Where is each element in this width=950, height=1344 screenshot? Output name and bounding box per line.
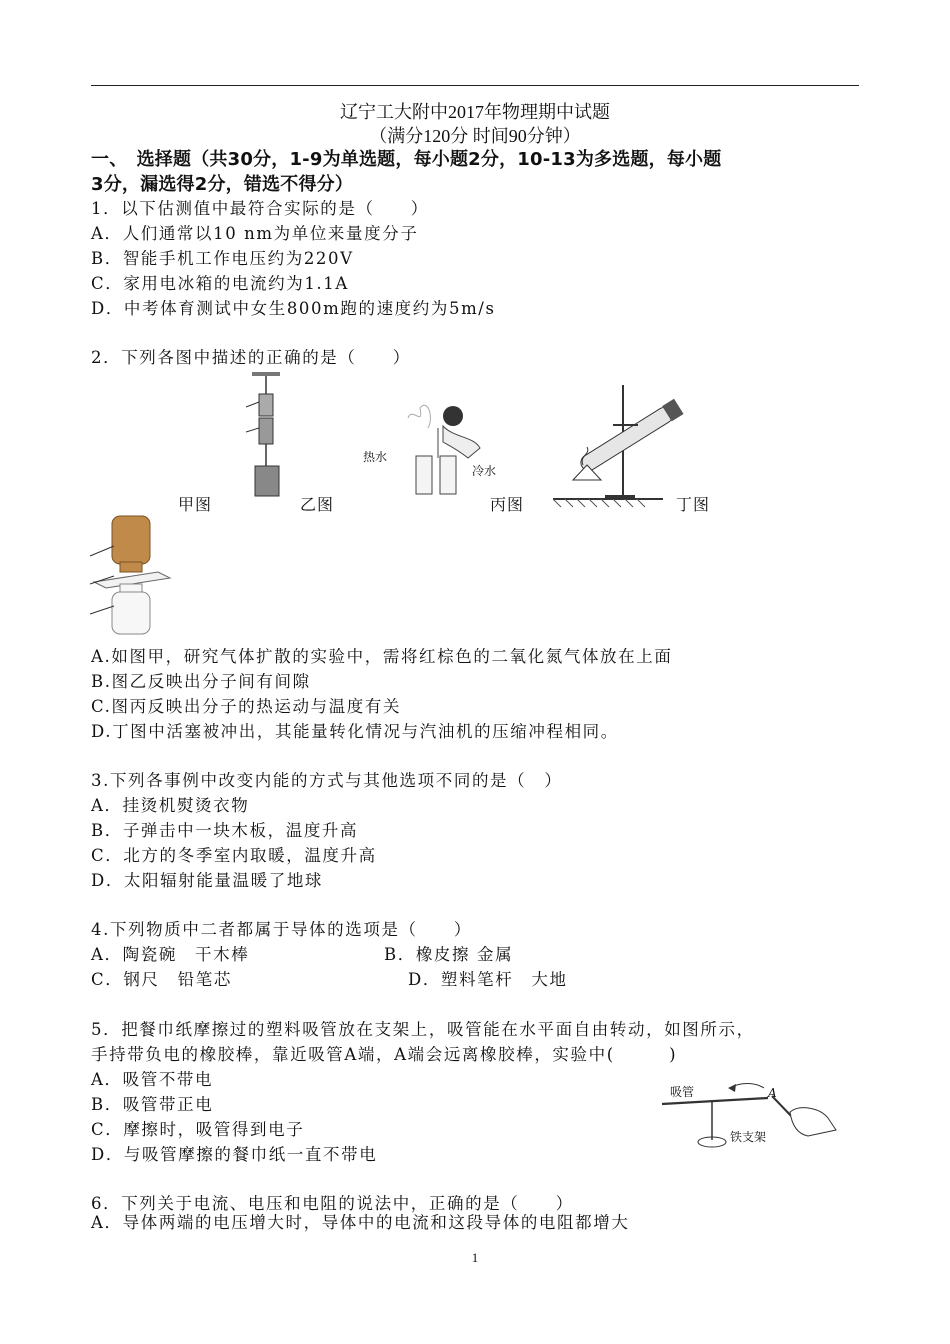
q2-option-d: D.丁图中活塞被冲出，其能量转化情况与汽油机的压缩冲程相同。 xyxy=(91,722,619,741)
q5-stem-line1: 5．把餐巾纸摩擦过的塑料吸管放在支架上，吸管能在水平面自由转动，如图所示， xyxy=(91,1020,755,1039)
figure-label-ding: 丁图 xyxy=(676,495,711,514)
q6-stem: 6．下列关于电流、电压和电阻的说法中，正确的是（ ） xyxy=(91,1194,574,1213)
q1-option-a: A．人们通常以10 nm为单位来量度分子 xyxy=(91,224,419,243)
lead-cylinders-figure xyxy=(240,372,300,502)
q3-stem: 3.下列各事例中改变内能的方式与其他选项不同的是（ ） xyxy=(91,771,563,790)
q2-option-b: B.图乙反映出分子间有间隙 xyxy=(91,672,311,691)
cold-water-label: 冷水 xyxy=(472,464,497,478)
q4-option-c: C．钢尺 铅笔芯 xyxy=(91,970,232,989)
q3-option-a: A．挂烫机熨烫衣物 xyxy=(91,796,250,815)
figure-label-yi: 乙图 xyxy=(300,495,335,514)
q1-option-d: D．中考体育测试中女生800m跑的速度约为5m/s xyxy=(91,299,496,318)
q4-option-b: B．橡皮擦 金属 xyxy=(384,945,514,964)
q4-option-d: D．塑料笔杆 大地 xyxy=(408,970,568,989)
page-number: 1 xyxy=(471,1250,479,1265)
q3-option-d: D．太阳辐射能量温暖了地球 xyxy=(91,871,324,890)
q2-option-c: C.图丙反映出分子的热运动与温度有关 xyxy=(91,697,402,716)
section-heading-line2: 3分，漏选得2分，错选不得分） xyxy=(91,174,354,195)
q5-option-a: A．吸管不带电 xyxy=(91,1070,214,1089)
hot-water-label: 热水 xyxy=(363,450,388,464)
q5-option-d: D．与吸管摩擦的餐巾纸一直不带电 xyxy=(91,1145,378,1164)
q3-option-c: C．北方的冬季室内取暖，温度升高 xyxy=(91,846,377,865)
q3-option-b: B．子弹击中一块木板，温度升高 xyxy=(91,821,359,840)
q4-option-a: A．陶瓷碗 干木棒 xyxy=(91,945,250,964)
figure-label-jia: 甲图 xyxy=(178,495,213,514)
figure-label-bing: 丙图 xyxy=(490,495,525,514)
q1-option-b: B．智能手机工作电压约为220V xyxy=(91,249,354,268)
q1-option-c: C．家用电冰箱的电流约为1.1A xyxy=(91,274,349,293)
page-subtitle: （满分120分 时间90分钟） xyxy=(369,126,581,146)
straw-label: 吸管 xyxy=(670,1085,695,1099)
iron-stand-label: 铁支架 xyxy=(730,1130,767,1144)
q2-option-a: A.如图甲，研究气体扩散的实验中，需将红棕色的二氧化氮气体放在上面 xyxy=(91,647,673,666)
page-title: 辽宁工大附中2017年物理期中试题 xyxy=(340,102,610,122)
section-heading-line1: 一、 选择题（共30分，1-9为单选题，每小题2分，10-13为多选题，每小题 xyxy=(91,149,722,170)
top-rule xyxy=(91,85,859,86)
q2-stem: 2．下列各图中描述的正确的是（ ） xyxy=(91,348,411,367)
gas-diffusion-figure xyxy=(88,510,178,640)
q5-option-c: C．摩擦时，吸管得到电子 xyxy=(91,1120,305,1139)
straw-end-a-label: A xyxy=(768,1086,777,1100)
section-heading xyxy=(91,147,871,197)
q5-stem-line2: 手持带负电的橡胶棒，靠近吸管A端，A端会远离橡胶棒，实验中( ) xyxy=(91,1045,678,1064)
q4-stem: 4.下列物质中二者都属于导体的选项是（ ） xyxy=(91,920,472,939)
hot-cold-water-figure xyxy=(398,398,488,498)
q5-option-b: B．吸管带正电 xyxy=(91,1095,214,1114)
q1-stem: 1．以下估测值中最符合实际的是（ ） xyxy=(91,199,429,218)
q6-option-a: A．导体两端的电压增大时，导体中的电流和这段导体的电阻都增大 xyxy=(91,1213,630,1232)
